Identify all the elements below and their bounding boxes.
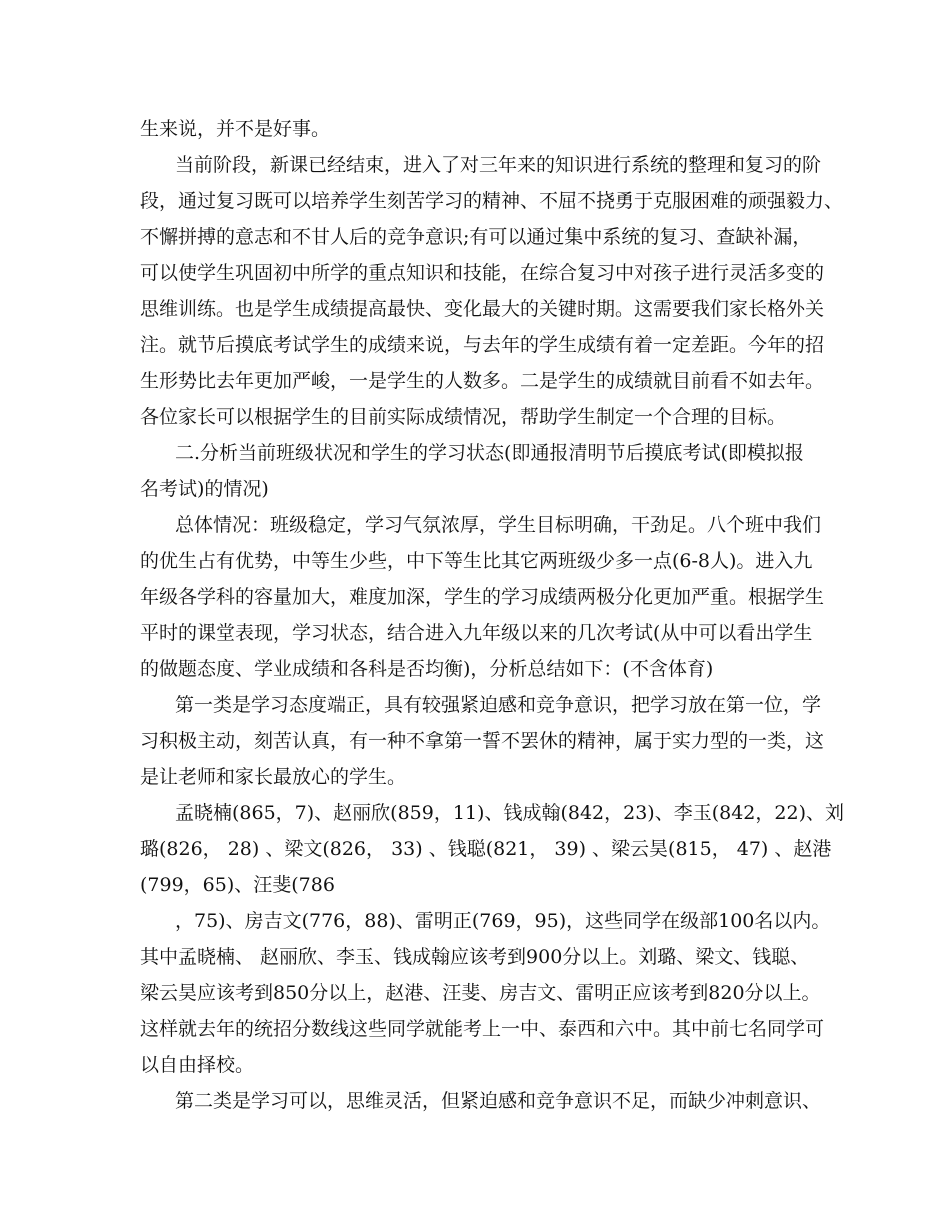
text-line: 年级各学科的容量加大，难度加深，学生的学习成绩两极分化更加严重。根据学生	[140, 586, 825, 608]
text-line: (799，65)、汪斐(786	[140, 874, 335, 896]
text-line: 生形势比去年更加严峻，一是学生的人数多。二是学生的成绩就目前看不如去年。	[140, 370, 825, 392]
text-line: ，75)、房吉文(776，88)、雷明正(769，95)，这些同学在级部100名以内。	[175, 910, 831, 932]
text-line: 的做题态度、学业成绩和各科是否均衡)，分析总结如下：(不含体育)	[140, 658, 714, 680]
text-line: 各位家长可以根据学生的目前实际成绩情况，帮助学生制定一个合理的目标。	[140, 406, 787, 428]
text-line: 这样就去年的统招分数线这些同学就能考上一中、泰西和六中。其中前七名同学可	[140, 1018, 825, 1040]
text-line: 段，通过复习既可以培养学生刻苦学习的精神、不屈不挠勇于克服困难的顽强毅力、	[140, 190, 844, 212]
text-line: 是让老师和家长最放心的学生。	[140, 766, 407, 788]
text-line: 平时的课堂表现，学习状态，结合进入九年级以来的几次考试(从中可以看出学生	[140, 622, 813, 644]
text-line: 总体情况：班级稳定，学习气氛浓厚，学生目标明确，干劲足。八个班中我们	[175, 514, 822, 536]
text-line: 注。就节后摸底考试学生的成绩来说，与去年的学生成绩有着一定差距。今年的招	[140, 334, 825, 356]
text-line: 可以使学生巩固初中所学的重点知识和技能，在综合复习中对孩子进行灵活多变的	[140, 262, 825, 284]
section-heading: 名考试)的情况)	[140, 478, 269, 500]
text-line: 生来说，并不是好事。	[140, 118, 331, 140]
text-line: 第一类是学习态度端正，具有较强紧迫感和竞争意识，把学习放在第一位，学	[175, 694, 822, 716]
text-line: 思维训练。也是学生成绩提高最快、变化最大的关键时期。这需要我们家长格外关	[140, 298, 825, 320]
text-line: 习积极主动，刻苦认真，有一种不拿第一誓不罢休的精神，属于实力型的一类，这	[140, 730, 825, 752]
text-line: 梁云昊应该考到850分以上，赵港、汪斐、房吉文、雷明正应该考到820分以上。	[140, 982, 821, 1004]
text-line: 孟晓楠(865，7)、赵丽欣(859，11)、钱成翰(842，23)、李玉(842，22)、刘	[175, 802, 844, 824]
text-line: 璐(826， 28) 、梁文(826， 33) 、钱聪(821， 39) 、梁云昊(815， 47) 、赵港	[140, 838, 832, 860]
text-line: 以自由择校。	[140, 1054, 255, 1076]
text-line: 的优生占有优势，中等生少些，中下等生比其它两班级少多一点(6-8人)。进入九	[140, 550, 813, 572]
text-line: 第二类是学习可以，思维灵活，但紧迫感和竞争意识不足，而缺少冲刺意识、	[175, 1090, 822, 1112]
text-line: 当前阶段，新课已经结束，进入了对三年来的知识进行系统的整理和复习的阶	[175, 154, 822, 176]
text-line: 其中孟晓楠、 赵丽欣、李玉、钱成翰应该考到900分以上。刘璐、梁文、钱聪、	[140, 946, 810, 968]
text-line: 不懈拼搏的意志和不甘人后的竞争意识;有可以通过集中系统的复习、查缺补漏，	[140, 226, 812, 248]
section-heading: 二.分析当前班级状况和学生的学习状态(即通报清明节后摸底考试(即模拟报	[175, 442, 804, 464]
